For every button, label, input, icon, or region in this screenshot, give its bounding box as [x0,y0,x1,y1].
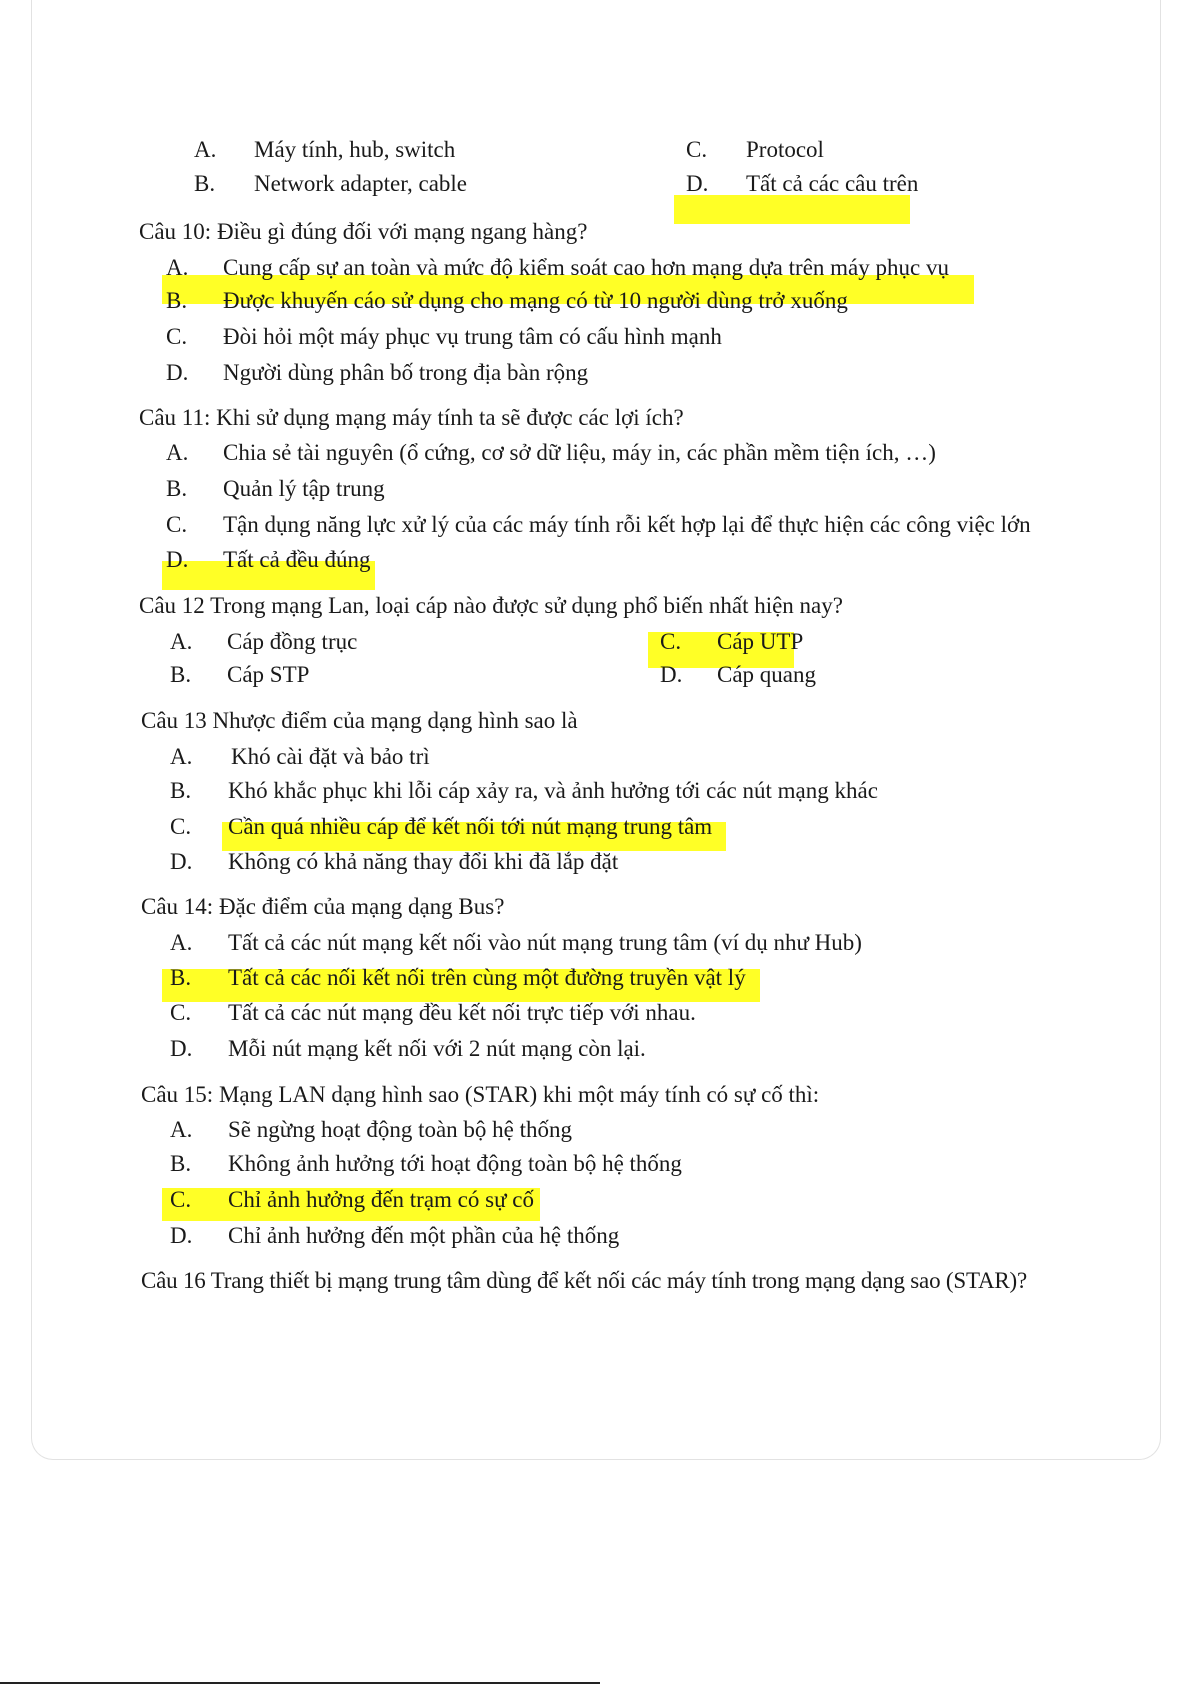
q11-option-c-text: Tận dụng năng lực xử lý của các máy tính rỗi kết hợp lại để thực hiện các công việc lớn [223,512,1031,537]
q10-option-c-text: Đòi hỏi một máy phục vụ trung tâm có cấu hình mạnh [223,324,722,349]
q15-question: Câu 15: Mạng LAN dạng hình sao (STAR) khi một máy tính có sự cố thì: [141,1082,820,1107]
q14-option-a [170,929,862,957]
q11-question: Câu 11: Khi sử dụng mạng máy tính ta sẽ được các lợi ích? [139,405,684,430]
q14-option-c-text: Tất cả các nút mạng đều kết nối trực tiếp với nhau. [228,1000,696,1025]
q13-option-a-letter: A. [170,744,193,769]
q9-option-c-text: Protocol [746,137,824,162]
q11-option-d [166,546,371,574]
q12-option-d [660,661,817,689]
q13-question: Câu 13 Nhược điểm của mạng dạng hình sao là [141,708,578,733]
q10-option-c-letter: C. [166,324,188,349]
q14-option-d [170,1035,646,1063]
q9-option-b-letter: B. [194,171,216,196]
q15-option-a-letter: A. [170,1117,193,1142]
q9-option-a-text: Máy tính, hub, switch [254,137,456,162]
q12-option-b-text: Cáp STP [227,662,310,687]
q11-option-c [166,511,1031,539]
q10-option-d-text: Người dùng phân bố trong địa bàn rộng [223,360,589,385]
q10-option-d-letter: D. [166,360,189,385]
q11-option-a-text: Chia sẻ tài nguyên (ổ cứng, cơ sở dữ liệu, máy in, các phần mềm tiện ích, …) [223,440,936,465]
q10-option-a [166,254,949,282]
q15-option-b-text: Không ảnh hưởng tới hoạt động toàn bộ hệ thống [228,1151,682,1176]
q15-option-d-letter: D. [170,1223,193,1248]
q12-option-d-text: Cáp quang [717,662,817,687]
q11-option-a-letter: A. [166,440,189,465]
highlight-q9-d [674,195,910,224]
q15-option-b-letter: B. [170,1151,192,1176]
q14-option-d-text: Mỗi nút mạng kết nối với 2 nút mạng còn lại. [228,1036,646,1061]
q14-option-c-letter: C. [170,1000,192,1025]
q9-option-c-letter: C. [686,137,708,162]
q9-option-a [194,136,456,164]
q13-option-a-text: Khó cài đặt và bảo trì [231,744,430,769]
q12-option-a [170,628,358,656]
q14-option-a-text: Tất cả các nút mạng kết nối vào nút mạng trung tâm (ví dụ như Hub) [228,930,862,955]
q10-option-d [166,359,589,387]
q13-option-c-letter: C. [170,814,192,839]
q13-option-a [170,743,430,771]
q13-option-d-text: Không có khả năng thay đổi khi đã lắp đặt [228,849,619,874]
q14-option-a-letter: A. [170,930,193,955]
q12-option-b [170,661,310,689]
q9-option-d [686,170,919,198]
q15-option-c-text: Chỉ ảnh hưởng đến trạm có sự cố [228,1187,535,1212]
q13-option-b [170,777,878,805]
q12-option-a-letter: A. [170,629,193,654]
q11-option-a [166,439,936,467]
q15-option-d [170,1222,620,1250]
bottom-rule [0,1682,600,1684]
q13-option-c-text: Cần quá nhiều cáp để kết nối tới nút mạng trung tâm [228,814,713,839]
q9-option-a-letter: A. [194,137,217,162]
q12-question: Câu 12 Trong mạng Lan, loại cáp nào được sử dụng phổ biến nhất hiện nay? [139,593,843,618]
q10-option-c [166,323,722,351]
q13-option-b-letter: B. [170,778,192,803]
q12-option-c-text: Cáp UTP [717,629,804,654]
q10-option-b-text: Được khuyến cáo sử dụng cho mạng có từ 10 người dùng trở xuống [223,288,848,313]
q14-question: Câu 14: Đặc điểm của mạng dạng Bus? [141,894,505,919]
q15-option-b [170,1150,682,1178]
q15-option-c [170,1186,535,1214]
q10-question: Câu 10: Điều gì đúng đối với mạng ngang hàng? [139,219,588,244]
q15-option-a [170,1116,573,1144]
q11-option-b-letter: B. [166,476,188,501]
q10-option-a-letter: A. [166,255,189,280]
q11-option-d-letter: D. [166,547,189,572]
q9-option-d-letter: D. [686,171,709,196]
q9-option-b-text: Network adapter, cable [254,171,467,196]
q14-option-d-letter: D. [170,1036,193,1061]
q11-option-b-text: Quản lý tập trung [223,476,385,501]
q12-option-c-letter: C. [660,629,682,654]
q9-option-c [686,136,824,164]
q15-option-d-text: Chỉ ảnh hưởng đến một phần của hệ thống [228,1223,620,1248]
q12-option-a-text: Cáp đồng trục [227,629,358,654]
q10-option-a-text: Cung cấp sự an toàn và mức độ kiểm soát cao hơn mạng dựa trên máy phục vụ [223,255,949,280]
q11-option-b [166,475,385,503]
q11-option-d-text: Tất cả đều đúng [223,547,371,572]
q9-option-d-text: Tất cả các câu trên [746,171,919,196]
q15-option-a-text: Sẽ ngừng hoạt động toàn bộ hệ thống [228,1117,573,1142]
q10-option-b [166,287,848,315]
q11-option-c-letter: C. [166,512,188,537]
q13-option-c [170,813,713,841]
q12-option-d-letter: D. [660,662,683,687]
q14-option-c [170,999,696,1027]
q10-option-b-letter: B. [166,288,188,313]
q13-option-d-letter: D. [170,849,193,874]
q16-question: Câu 16 Trang thiết bị mạng trung tâm dùng để kết nối các máy tính trong mạng dạng sao (STAR)? [141,1268,1027,1293]
q12-option-c [660,628,804,656]
q14-option-b [170,964,746,992]
q12-option-b-letter: B. [170,662,192,687]
q13-option-b-text: Khó khắc phục khi lỗi cáp xảy ra, và ảnh hưởng tới các nút mạng khác [228,778,878,803]
q15-option-c-letter: C. [170,1187,192,1212]
q14-option-b-letter: B. [170,965,192,990]
q13-option-d [170,848,619,876]
q14-option-b-text: Tất cả các nối kết nối trên cùng một đường truyền vật lý [228,965,746,990]
q9-option-b [194,170,467,198]
